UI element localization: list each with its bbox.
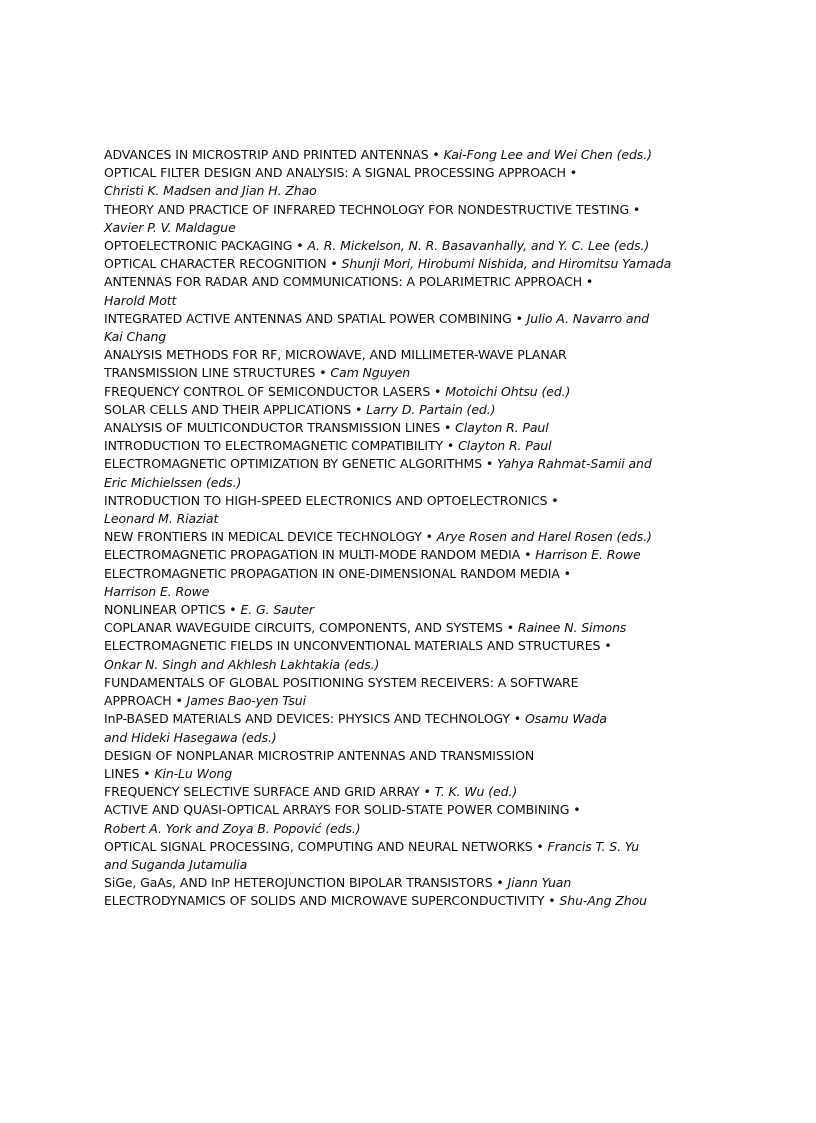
book-authors: Christi K. Madsen and Jian H. Zhao [104,183,317,199]
book-title: ELECTROMAGNETIC PROPAGATION IN MULTI-MODE RANDOM MEDIA • [104,547,536,563]
book-title: THEORY AND PRACTICE OF INFRARED TECHNOLOGY FOR NONDESTRUCTIVE TESTING • [104,201,641,217]
series-entry-line [104,729,732,747]
series-entry-line [104,492,732,510]
book-authors: Leonard M. Riaziat [104,511,219,527]
series-entry-line [104,710,732,728]
book-title: ADVANCES IN MICROSTRIP AND PRINTED ANTENNAS • [104,147,444,162]
series-entry-line [104,637,732,655]
series-entry-line [104,419,732,437]
book-authors: Cam Nguyen [330,365,411,381]
book-authors: T. K. Wu (ed.) [434,784,518,800]
series-entry-line [104,401,732,419]
book-title: SOLAR CELLS AND THEIR APPLICATIONS • [104,401,367,417]
series-entry-line [104,546,732,564]
book-title: FREQUENCY SELECTIVE SURFACE AND GRID ARRAY • [104,784,435,800]
book-authors: Jiann Yuan [507,875,572,891]
book-authors: Shunji Mori, Hirobumi Nishida, and Hiromitsu Yamada [341,256,672,272]
book-title: ACTIVE AND QUASI-OPTICAL ARRAYS FOR SOLID-STATE POWER COMBINING • [104,802,581,818]
series-entry-line [104,383,732,401]
series-entry-line [104,328,732,346]
series-entry-line [104,201,732,219]
series-entry-line [104,510,732,528]
series-entry-line [104,619,732,637]
book-authors: Kin-Lu Wong [154,765,233,781]
book-authors: E. G. Sauter [240,602,314,618]
series-entry-line [104,583,732,601]
book-authors: Julio A. Navarro and [526,310,650,326]
book-authors: Kai-Fong Lee and Wei Chen (eds.) [443,147,652,162]
book-authors: Larry D. Partain (ed.) [366,401,496,417]
book-title: TRANSMISSION LINE STRUCTURES • [104,365,331,381]
book-title: ELECTROMAGNETIC FIELDS IN UNCONVENTIONAL MATERIALS AND STRUCTURES • [104,638,612,654]
series-entry-line [104,801,732,819]
book-title: LINES • [104,765,155,781]
book-authors: A. R. Mickelson, N. R. Basavanhally, and Y. C. Lee (eds.) [307,238,650,254]
series-entry-line [104,783,732,801]
book-title: OPTOELECTRONIC PACKAGING • [104,238,308,254]
book-title: INTEGRATED ACTIVE ANTENNAS AND SPATIAL POWER COMBINING • [104,310,527,326]
book-title: ANALYSIS METHODS FOR RF, MICROWAVE, AND MILLIMETER-WAVE PLANAR [104,347,567,363]
series-entry-line [104,237,732,255]
book-authors: and Suganda Jutamulia [104,856,248,872]
series-entry-line [104,182,732,200]
book-title: NONLINEAR OPTICS • [104,602,241,618]
book-title: ELECTRODYNAMICS OF SOLIDS AND MICROWAVE SUPERCONDUCTIVITY • [104,893,560,909]
book-authors: Rainee N. Simons [517,620,627,636]
book-authors: Harrison E. Rowe [535,547,641,563]
book-title: APPROACH • [104,693,187,709]
book-title: OPTICAL SIGNAL PROCESSING, COMPUTING AND NEURAL NETWORKS • [104,838,548,854]
book-authors: Kai Chang [104,329,167,345]
book-title: SiGe, GaAs, AND InP HETEROJUNCTION BIPOLAR TRANSISTORS • [104,875,508,891]
series-entry-line [104,820,732,838]
book-title: ANALYSIS OF MULTICONDUCTOR TRANSMISSION LINES • [104,420,456,436]
book-authors: Eric Michielssen (eds.) [104,474,242,490]
book-title: NEW FRONTIERS IN MEDICAL DEVICE TECHNOLOGY • [104,529,437,545]
book-authors: Osamu Wada [524,711,607,727]
series-entry-line [104,437,732,455]
series-entry-line [104,674,732,692]
series-entry-line [104,601,732,619]
book-authors: James Bao-yen Tsui [186,693,306,709]
series-entry-line [104,310,732,328]
book-title: INTRODUCTION TO HIGH-SPEED ELECTRONICS AND OPTOELECTRONICS • [104,492,559,508]
series-entry-line [104,528,732,546]
series-entry-line [104,656,732,674]
book-title: COPLANAR WAVEGUIDE CIRCUITS, COMPONENTS, AND SYSTEMS • [104,620,518,636]
book-authors: Harrison E. Rowe [104,583,210,599]
book-authors: Clayton R. Paul [458,438,552,454]
series-entry-line [104,364,732,382]
book-authors: Francis T. S. Yu [547,838,640,854]
book-title: DESIGN OF NONPLANAR MICROSTRIP ANTENNAS AND TRANSMISSION [104,747,535,763]
book-authors: Yahya Rahmat-Samii and [497,456,652,472]
book-title: FUNDAMENTALS OF GLOBAL POSITIONING SYSTEM RECEIVERS: A SOFTWARE [104,674,579,690]
book-title: INTRODUCTION TO ELECTROMAGNETIC COMPATIBILITY • [104,438,459,454]
series-entry-line [104,455,732,473]
series-entry-line [104,292,732,310]
series-entry-line [104,346,732,364]
series-entry-line [104,692,732,710]
series-entry-line [104,747,732,765]
series-entry-line [104,874,732,892]
book-authors: Clayton R. Paul [455,420,549,436]
book-title: OPTICAL FILTER DESIGN AND ANALYSIS: A SIGNAL PROCESSING APPROACH • [104,165,578,181]
series-entry-line [104,255,732,273]
book-authors: and Hideki Hasegawa (eds.) [104,729,277,745]
book-authors: Harold Mott [104,292,177,308]
book-title: ELECTROMAGNETIC OPTIMIZATION BY GENETIC ALGORITHMS • [104,456,498,472]
series-entry-line [104,892,732,910]
book-authors: Arye Rosen and Harel Rosen (eds.) [436,529,652,545]
book-authors: Onkar N. Singh and Akhlesh Lakhtakia (eds.) [104,656,380,672]
book-authors: Robert A. York and Zoya B. Popović (eds.) [104,820,361,836]
series-entry-line [104,856,732,874]
book-authors: Shu-Ang Zhou [559,893,647,909]
book-authors: Motoichi Ohtsu (ed.) [445,383,571,399]
book-title: InP-BASED MATERIALS AND DEVICES: PHYSICS AND TECHNOLOGY • [104,711,525,727]
series-title-list [104,146,732,911]
book-title: ELECTROMAGNETIC PROPAGATION IN ONE-DIMENSIONAL RANDOM MEDIA • [104,565,571,581]
series-entry-line [104,164,732,182]
series-entry-line [104,565,732,583]
series-entry-line [104,273,732,291]
series-entry-line [104,474,732,492]
series-entry-line [104,765,732,783]
book-authors: Xavier P. V. Maldague [104,219,236,235]
series-entry-line [104,838,732,856]
book-title: OPTICAL CHARACTER RECOGNITION • [104,256,342,272]
series-entry-line [104,146,732,164]
book-title: FREQUENCY CONTROL OF SEMICONDUCTOR LASERS • [104,383,446,399]
book-title: ANTENNAS FOR RADAR AND COMMUNICATIONS: A POLARIMETRIC APPROACH • [104,274,594,290]
series-entry-line [104,219,732,237]
